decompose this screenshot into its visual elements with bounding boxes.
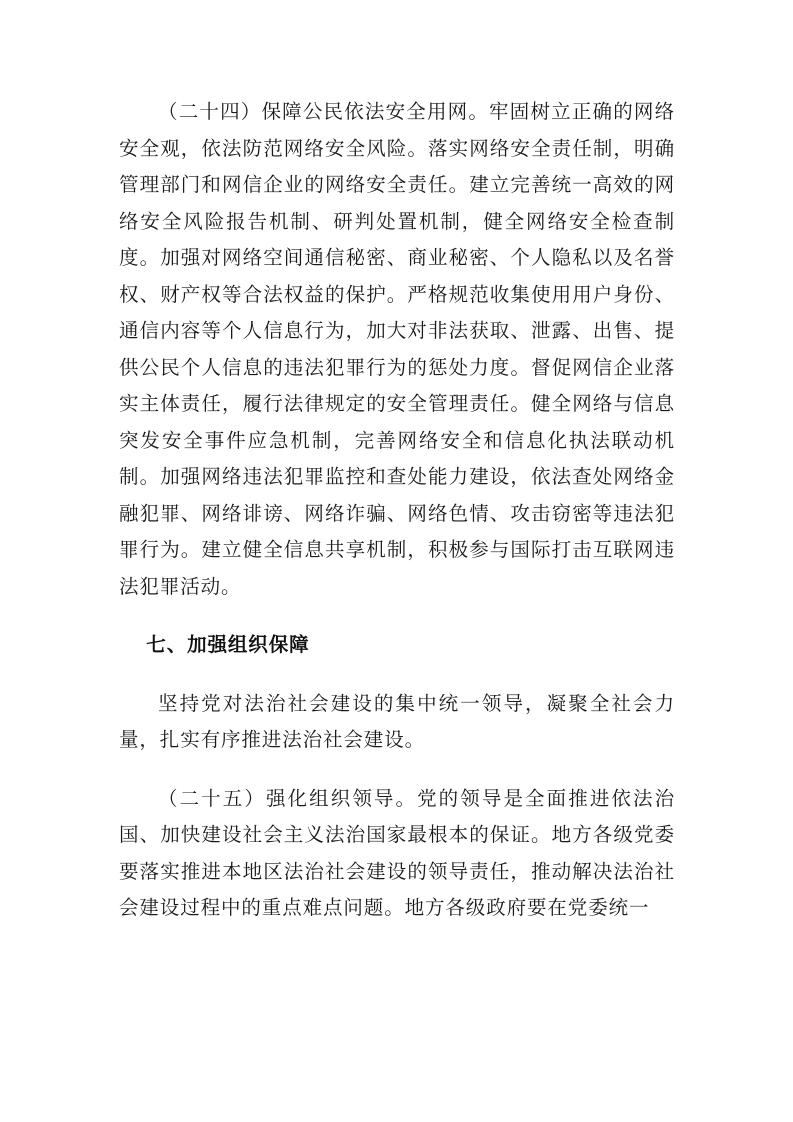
section-intro-paragraph: 坚持党对法治社会建设的集中统一领导，凝聚全社会力量，扎实有序推进法治社会建设。 [119,691,675,751]
section-heading: 七、加强组织保障 [146,633,310,656]
paragraph-25: （二十五）强化组织领导。党的领导是全面推进依法治国、加快建设社会主义法治国家最根本的保证。地方各级党委要落实推进本地区法治社会建设的领导责任，推动解决法治社会建设过程中的重点难点问题。地方各级政府要在党委统一 [119,786,675,919]
paragraph-24: （二十四）保障公民依法安全用网。牢固树立正确的网络安全观，依法防范网络安全风险。落实网络安全责任制，明确管理部门和网信企业的网络安全责任。建立完善统一高效的网络安全风险报告机制、研判处置机制，健全网络安全检查制度。加强对网络空间通信秘密、商业秘密、个人隐私以及名誉权、财产权等合法权益的保护。严格规范收集使用用户身份、通信内容等个人信息行为，加大对非法获取、泄露、出售、提供公民个人信息的违法犯罪行为的惩处力度。督促网信企业落实主体责任，履行法律规定的安全管理责任。健全网络与信息突发安全事件应急机制，完善网络安全和信息化执法联动机制。加强网络违法犯罪监控和查处能力建设，依法查处网络金融犯罪、网络诽谤、网络诈骗、网络色情、攻击窃密等违法犯罪行为。建立健全信息共享机制，积极参与国际打击互联网违法犯罪活动。 [119,100,675,598]
document-body [119,94,675,927]
